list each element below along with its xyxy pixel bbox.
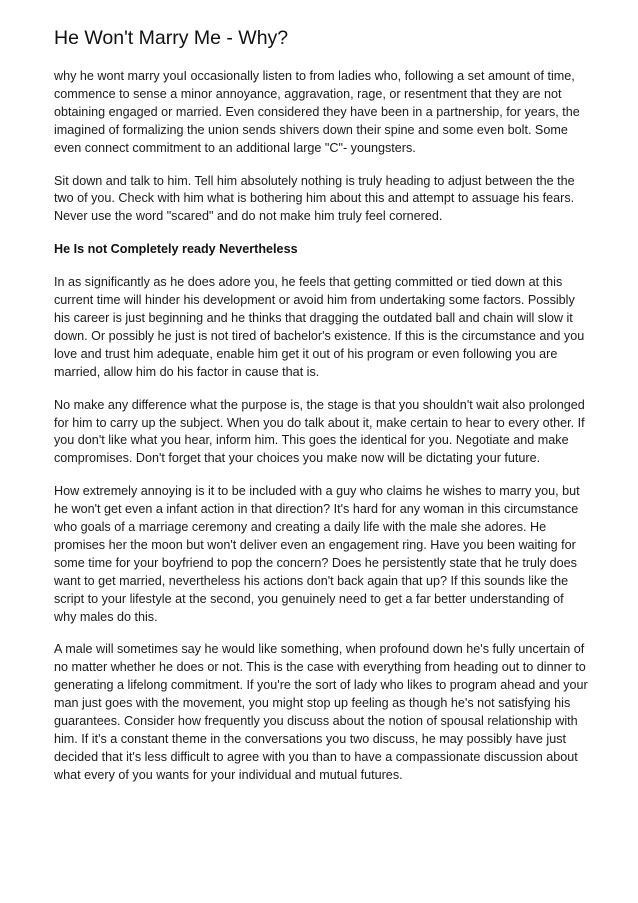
- document-page: [54, 26, 588, 800]
- section-heading: He Is not Completely ready Nevertheless: [54, 242, 298, 257]
- paragraph-not-ready: In as significantly as he does adore you, he feels that getting committed or tied down at this current time will hinder his development or avoid him from undertaking some factors. Possibly his career is just beginning and he thinks that dragging the outdated ball and chain will slow it down. Or possibly he just is not tired of bachelor's existence. If this is the circumstance and you love and trust him adequate, enable him get it out of his program or even following you are married, allow him do his factor in cause that is.: [54, 275, 585, 379]
- paragraph-annoying: How extremely annoying is it to be included with a guy who claims he wishes to marry you, but he won't get even a infant action in that direction? It's hard for any woman in this circumstance who goals of a marriage ceremony and creating a daily life with the male she adores. He promises her the moon but won't deliver even an engagement ring. Have you been waiting for some time for your boyfriend to pop the concern? Does he persistently state that he truly does want to get married, nevertheless his actions don't back again that up? If this sounds like the script to your lifestyle at the second, you genuinely need to get a far better understanding of why males do this.: [54, 484, 580, 624]
- paragraph-talk: Sit down and talk to him. Tell him absolutely nothing is truly heading to adjust between the the two of you. Check with him what is bothering him about this and attempt to assuage his fears. Never use the word "scared" and do not make him truly feel cornered.: [54, 173, 575, 224]
- paragraph-uncertain: A male will sometimes say he would like something, when profound down he's fully uncertain of no matter whether he does or not. This is the case with everything from heading out to dinner to generating a lifelong commitment. If you're the sort of lady who likes to program ahead and your man just goes with the movement, you might stop up feeling as though he's not satisfying his guarantees. Consider how frequently you discuss about the notion of spousal relationship with him. If it's a constant theme in the conversations you two discuss, he may possibly have just decided that it's less difficult to agree with you than to have a compassionate discussion about what every of you wants for your individual and mutual futures.: [54, 642, 588, 782]
- page-title: He Won't Marry Me - Why?: [54, 27, 289, 49]
- paragraph-intro: why he wont marry youI occasionally listen to from ladies who, following a set amount of time, commence to sense a minor annoyance, aggravation, rage, or resentment that they are not obtaining engaged or married. Even considered they have been in a partnership, for years, the imagined of formalizing the union sends shivers down their spine and some even bolt. Some even connect commitment to an additional large "C"- youngsters.: [54, 69, 580, 155]
- paragraph-purpose: No make any difference what the purpose is, the stage is that you shouldn't wait also prolonged for him to carry up the subject. When you do talk about it, make certain to hear to every other. If you don't like what you hear, inform him. This goes the identical for you. Negotiate and make compromises. Don't forget that your choices you make now will be dictating your future.: [54, 397, 585, 466]
